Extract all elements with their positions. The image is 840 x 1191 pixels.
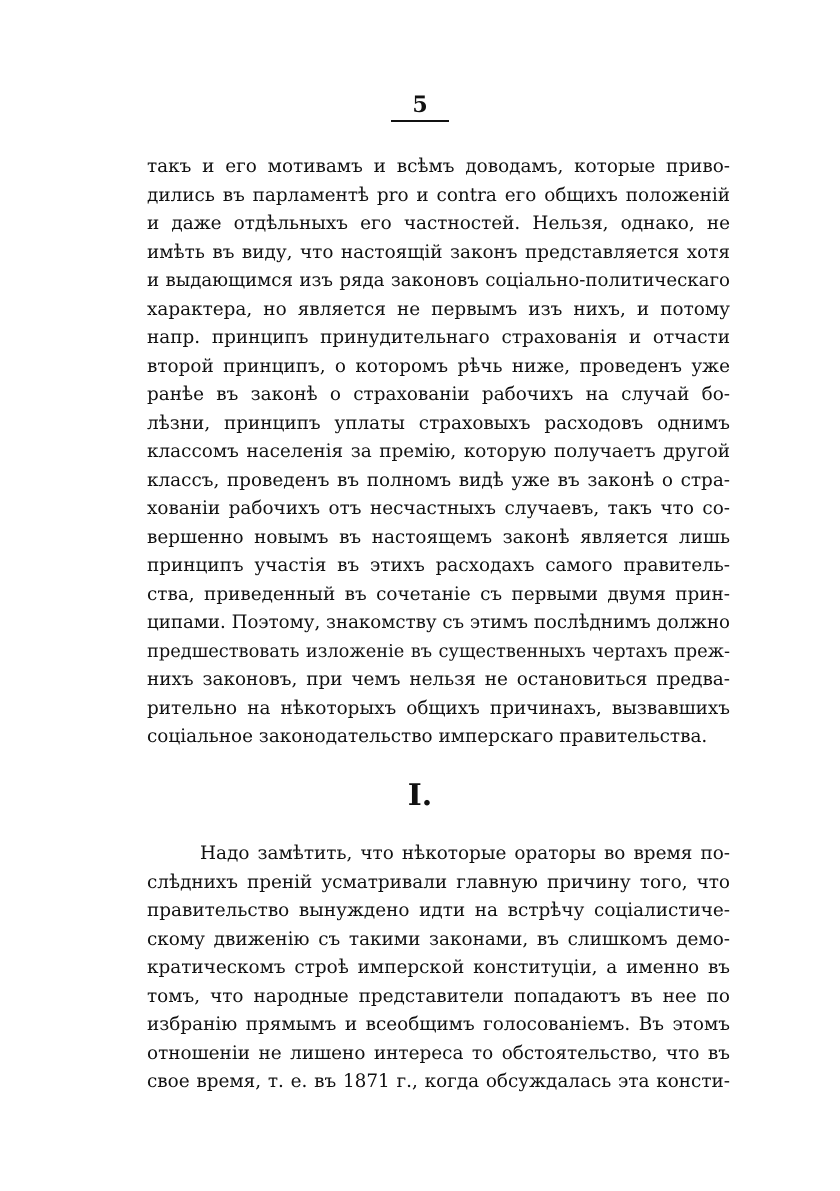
page-number-rule	[391, 120, 449, 122]
text-line: классомъ населенія за премію, которую получаетъ другой	[147, 441, 730, 462]
text-line: напр. принципъ принудительнаго страхованія и отчасти	[147, 327, 730, 348]
text-line: предшествовать изложеніе въ существенныхъ чертахъ преж-	[147, 640, 730, 662]
paragraph	[147, 153, 730, 752]
text-line: кратическомъ строѣ имперской конституціи, а именно въ	[147, 957, 730, 978]
text-line: избранію прямымъ и всеобщимъ голосованіемъ. Въ этомъ	[147, 1014, 730, 1035]
text-line: скому движенію съ такими законами, въ слишкомъ демо-	[147, 928, 730, 950]
text-line: дились въ парламентѣ pro и contra его общихъ положеній	[147, 184, 730, 206]
text-line: хованіи рабочихъ отъ несчастныхъ случаевъ, такъ что со-	[147, 498, 730, 519]
text-line: нихъ законовъ, при чемъ нельзя не остановиться предва-	[147, 669, 730, 690]
text-line: Надо замѣтить, что нѣкоторые ораторы во время по-	[200, 843, 730, 864]
text-line: вершенно новымъ въ настоящемъ законѣ является лишь	[147, 526, 730, 548]
text-line: лѣзни, принципъ уплаты страховыхъ расходовъ однимъ	[147, 412, 730, 434]
text-line: и даже отдѣльныхъ его частностей. Нельзя, однако, не	[147, 213, 730, 234]
text-line: ранѣе въ законѣ о страхованіи рабочихъ на случай бо-	[147, 384, 730, 405]
text-line: томъ, что народные представители попадаютъ въ нее по	[147, 985, 730, 1007]
text-line: слѣднихъ преній усматривали главную причину того, что	[147, 871, 730, 893]
text-line: свое время, т. е. въ 1871 г., когда обсуждалась эта консти-	[147, 1071, 730, 1092]
text-line: правительство вынуждено идти на встрѣчу соціалистиче-	[147, 900, 730, 921]
text-line: такъ и его мотивамъ и всѣмъ доводамъ, которые приво-	[147, 156, 730, 177]
text-line: рительно на нѣкоторыхъ общихъ причинахъ, вызвавшихъ	[147, 697, 730, 719]
text-line: ципами. Поэтому, знакомству съ этимъ послѣднимъ должно	[147, 612, 730, 633]
section-heading: I.	[407, 778, 433, 813]
page-number-block	[0, 92, 840, 122]
text-line: второй принципъ, о которомъ рѣчь ниже, проведенъ уже	[147, 355, 730, 377]
paragraph	[147, 840, 730, 1097]
text-line: характера, но является не первымъ изъ нихъ, и потому	[147, 298, 730, 320]
text-line: имѣть въ виду, что настоящій законъ представляется хотя	[147, 241, 730, 263]
text-line: принципъ участія въ этихъ расходахъ самого правитель-	[147, 555, 730, 576]
text-line: отношеніи не лишено интереса то обстоятельство, что въ	[147, 1042, 730, 1064]
text-line: классъ, проведенъ въ полномъ видѣ уже въ законѣ о стра-	[147, 469, 730, 491]
text-line: ства, приведенный въ сочетаніе съ первыми двумя прин-	[147, 583, 730, 605]
text-line: и выдающимся изъ ряда законовъ соціально-политическаго	[147, 270, 730, 291]
page-number: 5	[412, 92, 428, 118]
text-line: соціальное законодательство имперскаго правительства.	[147, 726, 708, 747]
